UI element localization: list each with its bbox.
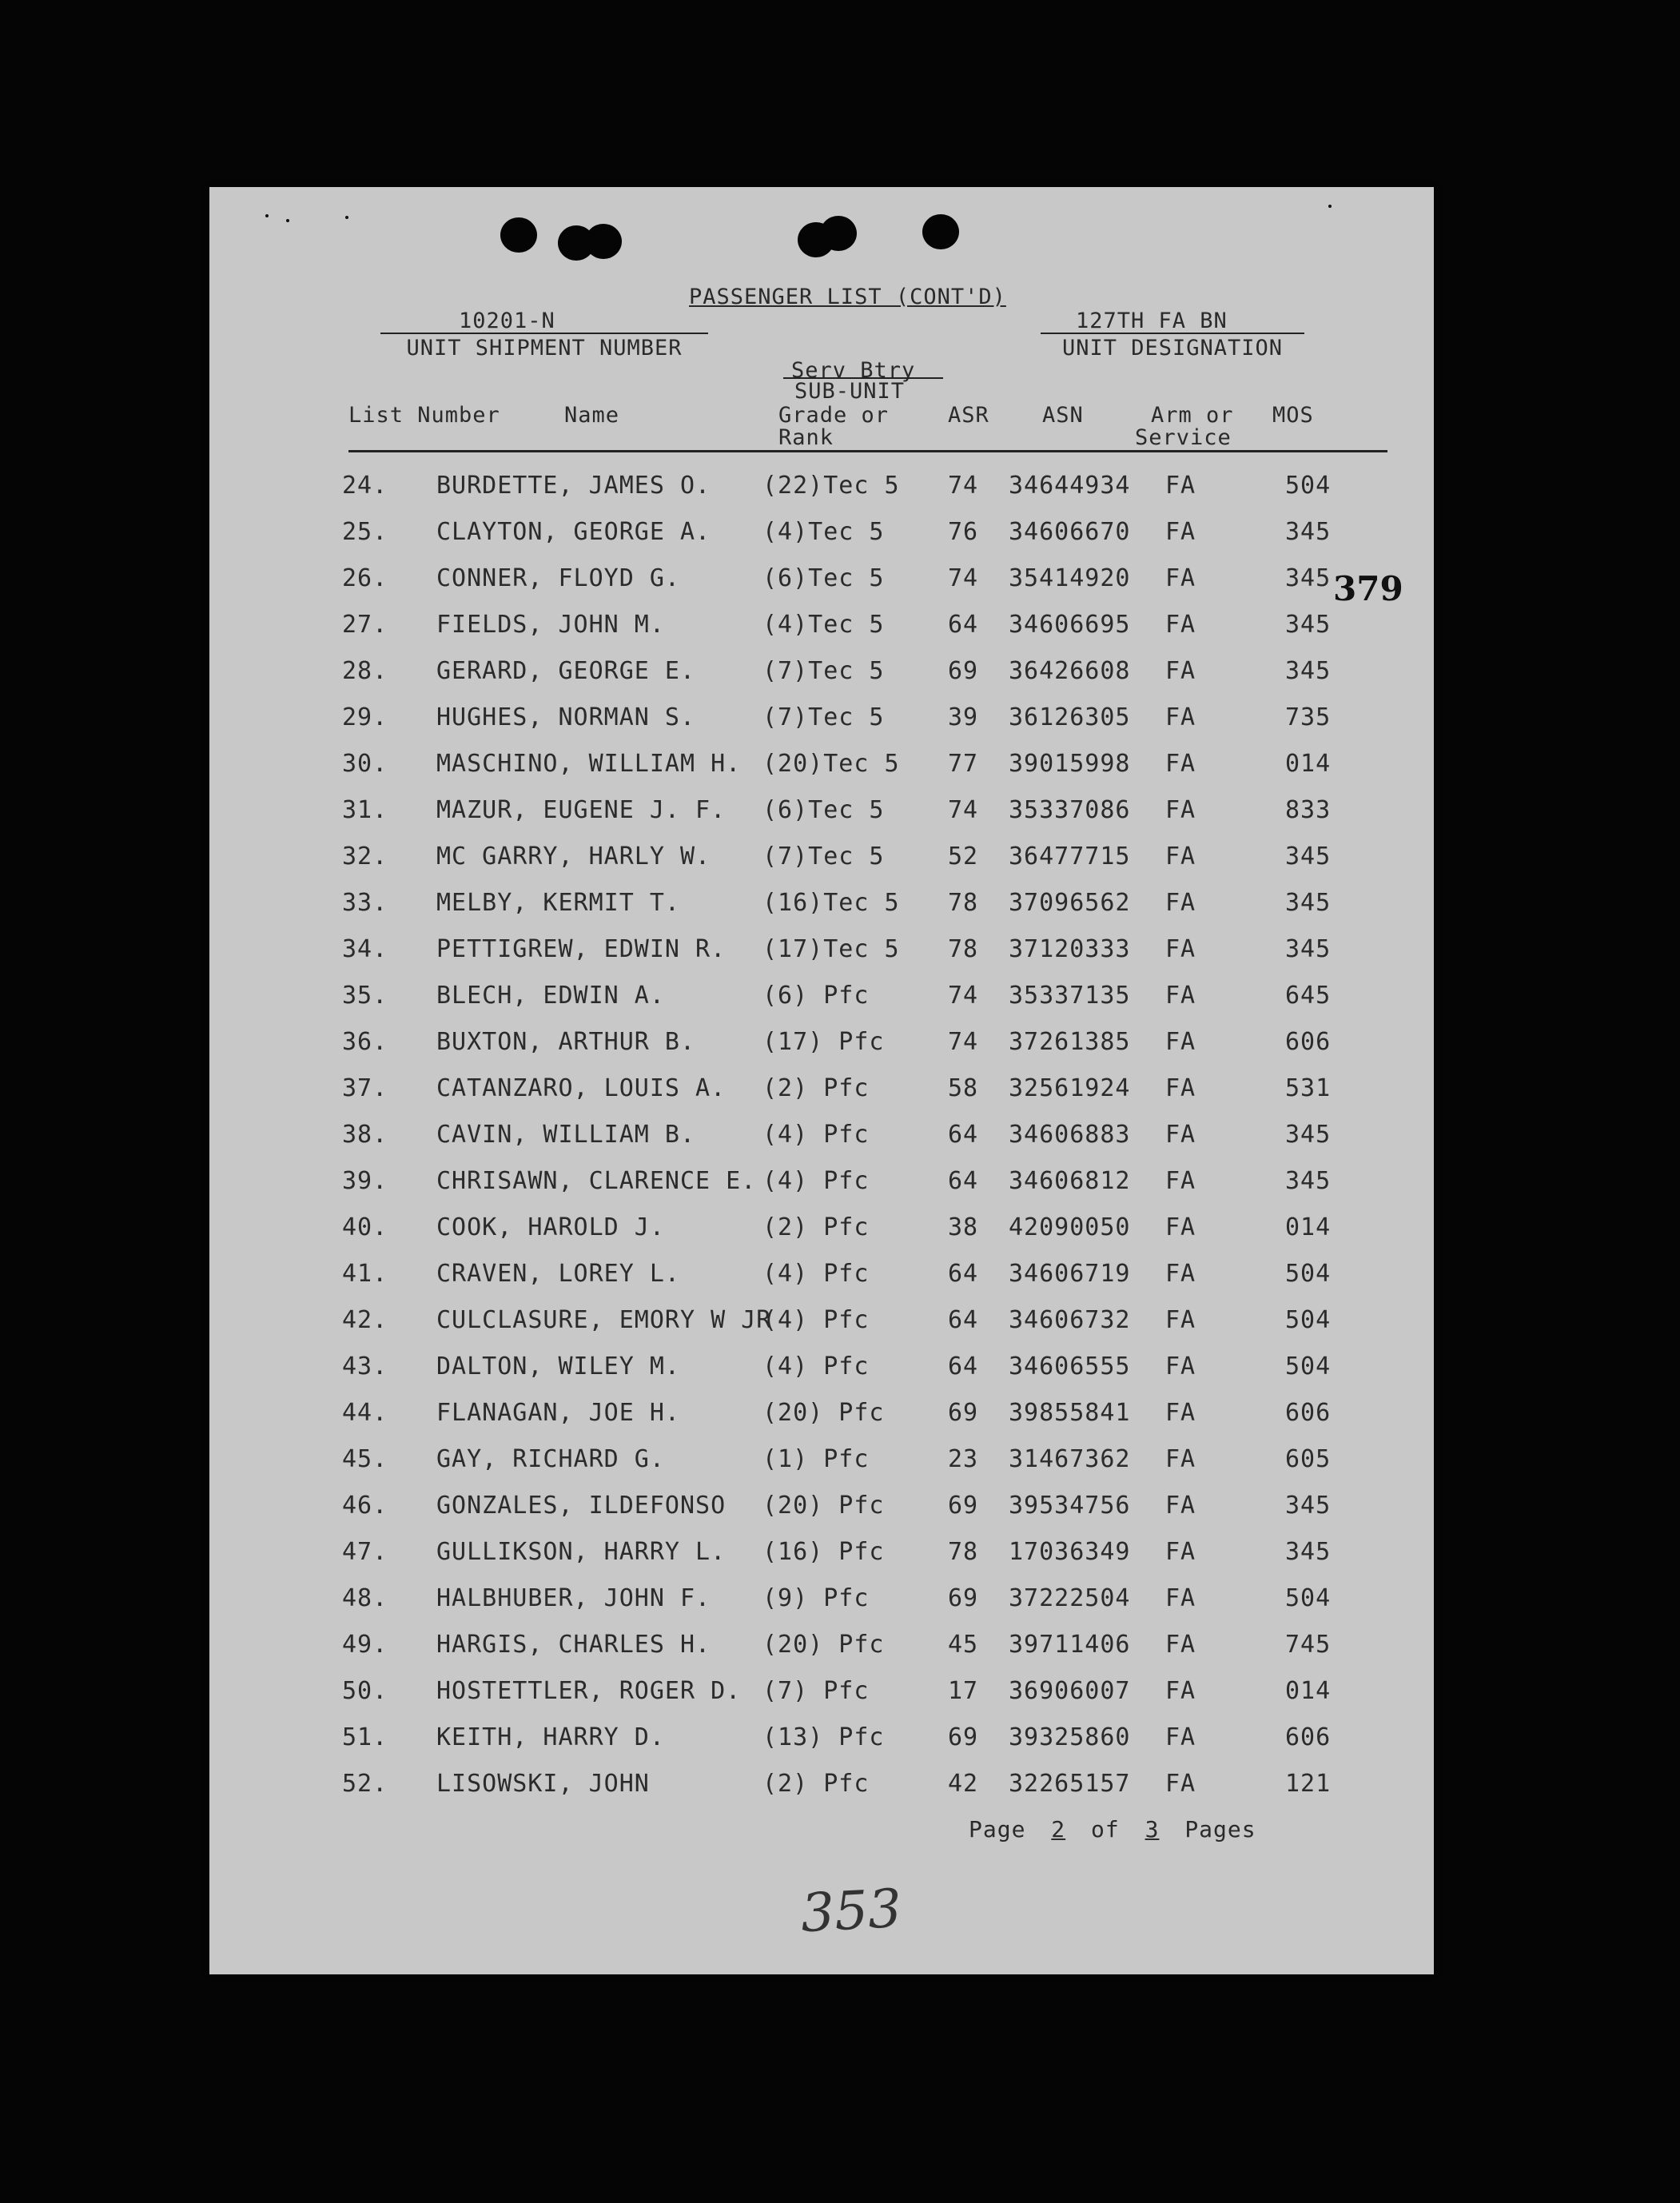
asn-value: 32265157	[1009, 1770, 1131, 1798]
asn-value: 36126305	[1009, 703, 1131, 731]
mos-value: 345	[1285, 889, 1332, 917]
asr-value: 42	[948, 1770, 979, 1798]
mos-value: 645	[1285, 982, 1332, 1010]
list-number: 52.	[342, 1770, 388, 1798]
passenger-name: KEITH, HARRY D.	[436, 1723, 665, 1751]
grade-rank: (4)Tec 5	[762, 611, 885, 639]
ink-speck	[1328, 205, 1332, 208]
table-row	[209, 975, 1434, 1022]
header-rule	[348, 450, 1387, 452]
list-number: 51.	[342, 1723, 388, 1751]
passenger-name: HALBHUBER, JOHN F.	[436, 1584, 711, 1612]
passenger-name: CAVIN, WILLIAM B.	[436, 1121, 696, 1149]
handwritten-number: 353	[799, 1877, 903, 1945]
mos-value: 014	[1285, 1213, 1332, 1241]
asr-value: 39	[948, 703, 979, 731]
column-header-list-number: List Number	[348, 403, 500, 428]
asn-value: 34606555	[1009, 1352, 1131, 1380]
grade-rank: (16) Pfc	[762, 1538, 885, 1566]
asn-value: 35337086	[1009, 796, 1131, 824]
table-row	[209, 1485, 1434, 1532]
list-number: 49.	[342, 1631, 388, 1659]
asr-value: 69	[948, 657, 979, 685]
asr-value: 69	[948, 1584, 979, 1612]
stamp-number: 379	[1333, 569, 1403, 608]
mos-value: 345	[1285, 1538, 1332, 1566]
grade-rank: (6) Pfc	[762, 982, 870, 1010]
grade-rank: (7)Tec 5	[762, 843, 885, 870]
column-header-service: Service	[1135, 425, 1232, 450]
grade-rank: (4)Tec 5	[762, 518, 885, 546]
list-number: 24.	[342, 472, 388, 500]
footer-pages-word: Pages	[1184, 1816, 1256, 1842]
punch-hole	[922, 214, 959, 249]
table-row	[209, 1439, 1434, 1485]
grade-rank: (7) Pfc	[762, 1677, 870, 1705]
sub-unit-value: Serv Btry	[791, 358, 916, 383]
table-row	[209, 790, 1434, 836]
arm-service: FA	[1165, 1492, 1196, 1520]
asr-value: 74	[948, 796, 979, 824]
asn-value: 42090050	[1009, 1213, 1131, 1241]
mos-value: 606	[1285, 1028, 1332, 1056]
table-row	[209, 1207, 1434, 1253]
arm-service: FA	[1165, 750, 1196, 778]
asn-value: 37096562	[1009, 889, 1131, 917]
mos-value: 345	[1285, 1492, 1332, 1520]
asn-value: 37222504	[1009, 1584, 1131, 1612]
punch-hole	[820, 216, 857, 251]
footer-page-total: 3	[1145, 1816, 1160, 1842]
mos-value: 014	[1285, 750, 1332, 778]
arm-service: FA	[1165, 1213, 1196, 1241]
asn-value: 39711406	[1009, 1631, 1131, 1659]
asn-value: 37120333	[1009, 935, 1131, 963]
passenger-name: MC GARRY, HARLY W.	[436, 843, 711, 870]
asn-value: 17036349	[1009, 1538, 1131, 1566]
arm-service: FA	[1165, 1631, 1196, 1659]
list-number: 26.	[342, 564, 388, 592]
footer-page-word: Page	[969, 1816, 1026, 1842]
asr-value: 64	[948, 611, 979, 639]
arm-service: FA	[1165, 472, 1196, 500]
grade-rank: (6)Tec 5	[762, 796, 885, 824]
asn-value: 34606670	[1009, 518, 1131, 546]
grade-rank: (4) Pfc	[762, 1121, 870, 1149]
mos-value: 504	[1285, 472, 1332, 500]
grade-rank: (20) Pfc	[762, 1631, 885, 1659]
mos-value: 606	[1285, 1399, 1332, 1427]
list-number: 40.	[342, 1213, 388, 1241]
mos-value: 345	[1285, 1121, 1332, 1149]
column-header-mos: MOS	[1272, 403, 1314, 428]
passenger-name: HOSTETTLER, ROGER D.	[436, 1677, 742, 1705]
mos-value: 531	[1285, 1074, 1332, 1102]
asn-value: 35337135	[1009, 982, 1131, 1010]
asr-value: 64	[948, 1260, 979, 1288]
asn-value: 35414920	[1009, 564, 1131, 592]
arm-service: FA	[1165, 1352, 1196, 1380]
passenger-list	[209, 465, 1434, 1810]
mos-value: 345	[1285, 935, 1332, 963]
footer-page-current: 2	[1051, 1816, 1066, 1842]
asr-value: 78	[948, 935, 979, 963]
asr-value: 76	[948, 518, 979, 546]
table-row	[209, 1068, 1434, 1114]
passenger-name: GONZALES, ILDEFONSO	[436, 1492, 727, 1520]
grade-rank: (20) Pfc	[762, 1492, 885, 1520]
passenger-name: CATANZARO, LOUIS A.	[436, 1074, 727, 1102]
passenger-name: FIELDS, JOHN M.	[436, 611, 665, 639]
asr-value: 38	[948, 1213, 979, 1241]
table-row	[209, 1532, 1434, 1578]
asr-value: 78	[948, 889, 979, 917]
asr-value: 23	[948, 1445, 979, 1473]
asr-value: 69	[948, 1492, 979, 1520]
asn-value: 36426608	[1009, 657, 1131, 685]
punch-hole	[585, 224, 622, 259]
grade-rank: (20) Pfc	[762, 1399, 885, 1427]
asr-value: 64	[948, 1306, 979, 1334]
table-row	[209, 651, 1434, 697]
arm-service: FA	[1165, 703, 1196, 731]
mos-value: 345	[1285, 518, 1332, 546]
arm-service: FA	[1165, 1770, 1196, 1798]
asn-value: 39015998	[1009, 750, 1131, 778]
mos-value: 606	[1285, 1723, 1332, 1751]
asn-value: 34606812	[1009, 1167, 1131, 1195]
arm-service: FA	[1165, 796, 1196, 824]
grade-rank: (20)Tec 5	[762, 750, 900, 778]
passenger-name: CLAYTON, GEORGE A.	[436, 518, 711, 546]
asr-value: 64	[948, 1167, 979, 1195]
arm-service: FA	[1165, 564, 1196, 592]
list-number: 29.	[342, 703, 388, 731]
passenger-name: CULCLASURE, EMORY W JR	[436, 1306, 772, 1334]
grade-rank: (4) Pfc	[762, 1167, 870, 1195]
list-number: 46.	[342, 1492, 388, 1520]
column-header-asn: ASN	[1042, 403, 1084, 428]
grade-rank: (4) Pfc	[762, 1352, 870, 1380]
table-row	[209, 1392, 1434, 1439]
list-number: 32.	[342, 843, 388, 870]
table-row	[209, 697, 1434, 743]
document-title: PASSENGER LIST (CONT'D)	[689, 285, 1006, 309]
mos-value: 735	[1285, 703, 1332, 731]
column-header-arm: Arm or	[1151, 403, 1234, 428]
arm-service: FA	[1165, 1167, 1196, 1195]
grade-rank: (4) Pfc	[762, 1260, 870, 1288]
grade-rank: (17)Tec 5	[762, 935, 900, 963]
arm-service: FA	[1165, 1260, 1196, 1288]
table-row	[209, 1671, 1434, 1717]
passenger-name: MELBY, KERMIT T.	[436, 889, 680, 917]
mos-value: 504	[1285, 1260, 1332, 1288]
arm-service: FA	[1165, 1121, 1196, 1149]
asr-value: 74	[948, 564, 979, 592]
arm-service: FA	[1165, 657, 1196, 685]
grade-rank: (22)Tec 5	[762, 472, 900, 500]
passenger-name: GULLIKSON, HARRY L.	[436, 1538, 727, 1566]
passenger-name: BUXTON, ARTHUR B.	[436, 1028, 696, 1056]
passenger-name: MASCHINO, WILLIAM H.	[436, 750, 742, 778]
asn-value: 32561924	[1009, 1074, 1131, 1102]
asn-value: 36906007	[1009, 1677, 1131, 1705]
asr-value: 69	[948, 1723, 979, 1751]
asn-value: 37261385	[1009, 1028, 1131, 1056]
arm-service: FA	[1165, 1677, 1196, 1705]
passenger-name: PETTIGREW, EDWIN R.	[436, 935, 727, 963]
asr-value: 78	[948, 1538, 979, 1566]
ink-speck	[345, 216, 348, 219]
table-row	[209, 465, 1434, 512]
passenger-name: FLANAGAN, JOE H.	[436, 1399, 680, 1427]
arm-service: FA	[1165, 518, 1196, 546]
arm-service: FA	[1165, 935, 1196, 963]
list-number: 48.	[342, 1584, 388, 1612]
list-number: 41.	[342, 1260, 388, 1288]
arm-service: FA	[1165, 982, 1196, 1010]
grade-rank: (2) Pfc	[762, 1770, 870, 1798]
asr-value: 69	[948, 1399, 979, 1427]
grade-rank: (17) Pfc	[762, 1028, 885, 1056]
column-header-asr: ASR	[948, 403, 989, 428]
table-row	[209, 929, 1434, 975]
grade-rank: (16)Tec 5	[762, 889, 900, 917]
table-row	[209, 1300, 1434, 1346]
table-row	[209, 882, 1434, 929]
asr-value: 74	[948, 982, 979, 1010]
passenger-name: BLECH, EDWIN A.	[436, 982, 665, 1010]
arm-service: FA	[1165, 1723, 1196, 1751]
table-row	[209, 743, 1434, 790]
arm-service: FA	[1165, 611, 1196, 639]
column-header-grade: Grade or	[778, 403, 890, 428]
arm-service: FA	[1165, 889, 1196, 917]
asr-value: 58	[948, 1074, 979, 1102]
list-number: 35.	[342, 982, 388, 1010]
list-number: 30.	[342, 750, 388, 778]
list-number: 50.	[342, 1677, 388, 1705]
sub-unit-label: SUB-UNIT	[794, 379, 906, 404]
mos-value: 014	[1285, 1677, 1332, 1705]
footer-of-word: of	[1091, 1816, 1120, 1842]
asn-value: 39325860	[1009, 1723, 1131, 1751]
table-row	[209, 836, 1434, 882]
column-header-rank: Rank	[778, 425, 834, 450]
arm-service: FA	[1165, 1584, 1196, 1612]
mos-value: 504	[1285, 1584, 1332, 1612]
passenger-name: GERARD, GEORGE E.	[436, 657, 696, 685]
unit-designation: 127TH FA BN	[1076, 309, 1228, 333]
table-row	[209, 1161, 1434, 1207]
grade-rank: (4) Pfc	[762, 1306, 870, 1334]
asn-value: 36477715	[1009, 843, 1131, 870]
list-number: 34.	[342, 935, 388, 963]
arm-service: FA	[1165, 1028, 1196, 1056]
table-row	[209, 1763, 1434, 1810]
grade-rank: (2) Pfc	[762, 1213, 870, 1241]
arm-service: FA	[1165, 843, 1196, 870]
ink-speck	[265, 214, 269, 217]
list-number: 47.	[342, 1538, 388, 1566]
asr-value: 64	[948, 1352, 979, 1380]
passenger-name: HARGIS, CHARLES H.	[436, 1631, 711, 1659]
asr-value: 17	[948, 1677, 979, 1705]
list-number: 45.	[342, 1445, 388, 1473]
asr-value: 74	[948, 1028, 979, 1056]
asn-value: 39855841	[1009, 1399, 1131, 1427]
table-row	[209, 1022, 1434, 1068]
ink-speck	[286, 219, 289, 222]
list-number: 44.	[342, 1399, 388, 1427]
asr-value: 45	[948, 1631, 979, 1659]
asn-value: 31467362	[1009, 1445, 1131, 1473]
shipment-number: 10201-N	[459, 309, 555, 333]
passenger-name: COOK, HAROLD J.	[436, 1213, 665, 1241]
list-number: 43.	[342, 1352, 388, 1380]
passenger-name: GAY, RICHARD G.	[436, 1445, 665, 1473]
unit-designation-label: UNIT DESIGNATION	[1041, 333, 1304, 361]
table-row	[209, 512, 1434, 558]
list-number: 37.	[342, 1074, 388, 1102]
arm-service: FA	[1165, 1074, 1196, 1102]
table-row	[209, 1578, 1434, 1624]
document-page	[209, 187, 1434, 1974]
table-row	[209, 558, 1434, 604]
grade-rank: (1) Pfc	[762, 1445, 870, 1473]
column-header-name: Name	[564, 403, 620, 428]
table-row	[209, 1717, 1434, 1763]
arm-service: FA	[1165, 1306, 1196, 1334]
list-number: 28.	[342, 657, 388, 685]
page-footer	[969, 1816, 1256, 1842]
asn-value: 34644934	[1009, 472, 1131, 500]
mos-value: 121	[1285, 1770, 1332, 1798]
grade-rank: (9) Pfc	[762, 1584, 870, 1612]
grade-rank: (2) Pfc	[762, 1074, 870, 1102]
passenger-name: LISOWSKI, JOHN	[436, 1770, 650, 1798]
shipment-number-label: UNIT SHIPMENT NUMBER	[380, 333, 708, 361]
arm-service: FA	[1165, 1399, 1196, 1427]
mos-value: 605	[1285, 1445, 1332, 1473]
list-number: 38.	[342, 1121, 388, 1149]
mos-value: 345	[1285, 611, 1332, 639]
mos-value: 504	[1285, 1306, 1332, 1334]
mos-value: 345	[1285, 1167, 1332, 1195]
passenger-name: BURDETTE, JAMES O.	[436, 472, 711, 500]
mos-value: 504	[1285, 1352, 1332, 1380]
grade-rank: (7)Tec 5	[762, 657, 885, 685]
passenger-name: CRAVEN, LOREY L.	[436, 1260, 680, 1288]
passenger-name: DALTON, WILEY M.	[436, 1352, 680, 1380]
asr-value: 52	[948, 843, 979, 870]
asr-value: 64	[948, 1121, 979, 1149]
passenger-name: CONNER, FLOYD G.	[436, 564, 680, 592]
punch-hole	[500, 217, 537, 253]
list-number: 42.	[342, 1306, 388, 1334]
grade-rank: (7)Tec 5	[762, 703, 885, 731]
mos-value: 345	[1285, 657, 1332, 685]
mos-value: 833	[1285, 796, 1332, 824]
asn-value: 34606695	[1009, 611, 1131, 639]
passenger-name: HUGHES, NORMAN S.	[436, 703, 696, 731]
asr-value: 74	[948, 472, 979, 500]
list-number: 31.	[342, 796, 388, 824]
asn-value: 34606732	[1009, 1306, 1131, 1334]
list-number: 25.	[342, 518, 388, 546]
mos-value: 345	[1285, 564, 1332, 592]
table-row	[209, 604, 1434, 651]
grade-rank: (6)Tec 5	[762, 564, 885, 592]
passenger-name: MAZUR, EUGENE J. F.	[436, 796, 727, 824]
list-number: 36.	[342, 1028, 388, 1056]
asn-value: 39534756	[1009, 1492, 1131, 1520]
arm-service: FA	[1165, 1445, 1196, 1473]
list-number: 33.	[342, 889, 388, 917]
asn-value: 34606719	[1009, 1260, 1131, 1288]
arm-service: FA	[1165, 1538, 1196, 1566]
table-row	[209, 1114, 1434, 1161]
mos-value: 345	[1285, 843, 1332, 870]
table-row	[209, 1624, 1434, 1671]
passenger-name: CHRISAWN, CLARENCE E.	[436, 1167, 757, 1195]
grade-rank: (13) Pfc	[762, 1723, 885, 1751]
asr-value: 77	[948, 750, 979, 778]
list-number: 27.	[342, 611, 388, 639]
list-number: 39.	[342, 1167, 388, 1195]
table-row	[209, 1253, 1434, 1300]
asn-value: 34606883	[1009, 1121, 1131, 1149]
table-row	[209, 1346, 1434, 1392]
mos-value: 745	[1285, 1631, 1332, 1659]
